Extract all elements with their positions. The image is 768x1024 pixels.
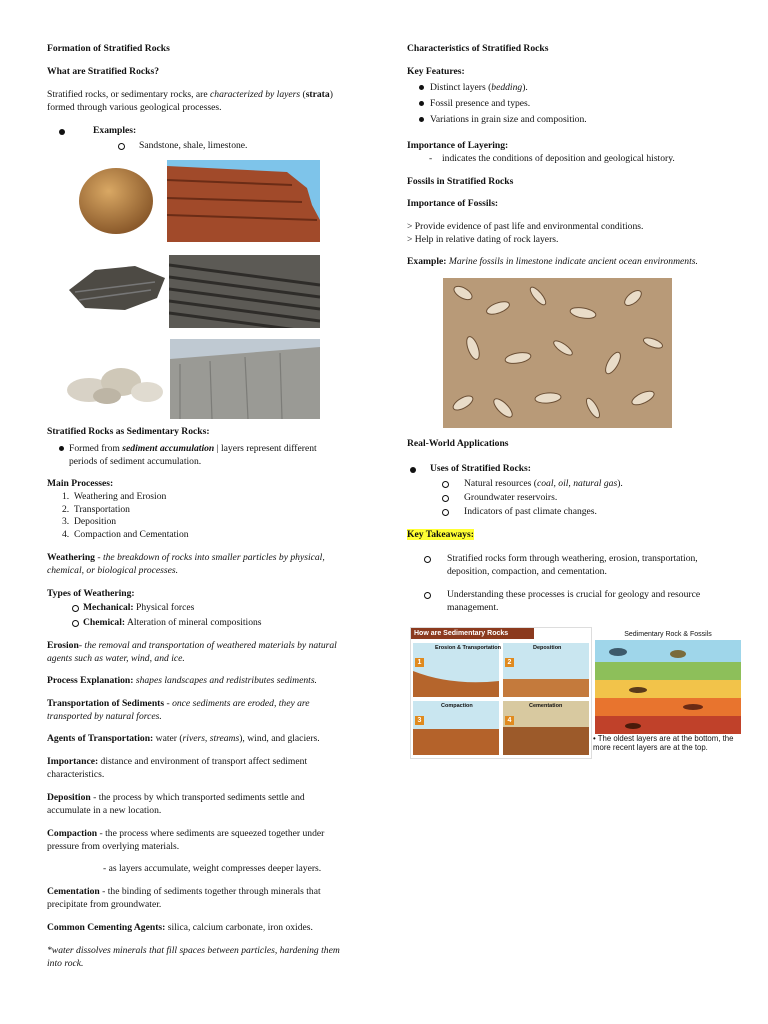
cementing-agents: Common Cementing Agents: silica, calcium carbonate, iron oxides. xyxy=(47,922,313,933)
examples-label: Examples: xyxy=(93,125,137,136)
process-list xyxy=(62,491,189,541)
takeaway-item: Understanding these processes is crucial for geology and resource management. xyxy=(447,589,701,613)
feature-item: Variations in grain size and composition. xyxy=(430,114,587,125)
bullet-icon xyxy=(59,446,64,451)
panel-label: Deposition xyxy=(533,645,562,651)
chemical-item: Chemical: Alteration of mineral compositions xyxy=(83,617,262,628)
panel-number: 4 xyxy=(505,716,514,725)
limestone-cliff-image xyxy=(170,339,320,419)
bullet-icon xyxy=(419,85,424,90)
characteristics-title: Characteristics of Stratified Rocks xyxy=(407,43,549,54)
key-features-heading: Key Features: xyxy=(407,66,465,77)
sed-para: Formed from sediment accumulation | layers represent different periods of sediment accumulation. xyxy=(69,443,317,467)
water-note: *water dissolves minerals that fill spaces between particles, hardening them into rock. xyxy=(47,945,340,969)
examples-list: Sandstone, shale, limestone. xyxy=(139,140,248,151)
agents-para: Agents of Transportation: water (rivers, streams), wind, and glaciers. xyxy=(47,733,320,744)
compaction-note: - as layers accumulate, weight compresses deeper layers. xyxy=(103,863,322,874)
panel-number: 3 xyxy=(415,716,424,725)
deposition-para: Deposition - the process by which transported sediments settle and accumulate in a new location. xyxy=(47,792,305,816)
process-explanation: Process Explanation: shapes landscapes and redistributes sediments. xyxy=(47,675,317,686)
layering-dash: - xyxy=(429,153,433,164)
circle-bullet-icon xyxy=(442,481,449,488)
panel-number: 2 xyxy=(505,658,514,667)
sed-heading: Stratified Rocks as Sedimentary Rocks: xyxy=(47,426,210,437)
compaction-para: Compaction - the process where sediments are squeezed together under pressure from overlying materials. xyxy=(47,828,325,852)
panel-label: Compaction xyxy=(441,703,473,709)
importance-para: Importance: distance and environment of transport affect sediment characteristics. xyxy=(47,756,308,780)
layering-text: indicates the conditions of deposition and geological history. xyxy=(442,153,675,164)
uses-heading: Uses of Stratified Rocks: xyxy=(430,463,531,474)
formation-diagram xyxy=(410,627,592,759)
takeaway-item: Stratified rocks form through weathering, erosion, transportation, deposition, compaction, and cementation. xyxy=(447,553,698,577)
fossil-caption: • The oldest layers are at the bottom, the more recent layers are at the top. xyxy=(593,734,734,752)
bullet-icon xyxy=(410,467,416,473)
erosion-para: Erosion- the removal and transportation of weathered materials by natural agents such as water, wind, and ice. xyxy=(47,640,337,664)
sandstone-cliff-image xyxy=(167,160,320,242)
panel-label: Cementation xyxy=(529,703,563,709)
circle-bullet-icon xyxy=(424,592,431,599)
shale-layers-image xyxy=(169,255,320,328)
sandstone-rock-image xyxy=(77,165,155,235)
circle-bullet-icon xyxy=(424,556,431,563)
real-world-heading: Real-World Applications xyxy=(407,438,509,449)
fossil-strata-diagram xyxy=(593,630,743,758)
circle-bullet-icon xyxy=(442,495,449,502)
transportation-para: Transportation of Sediments - once sediments are eroded, they are transported by natural forces. xyxy=(47,698,310,722)
limestone-rocks-image xyxy=(59,356,167,406)
feature-item: Fossil presence and types. xyxy=(430,98,531,109)
shale-rock-image xyxy=(65,260,167,315)
diagram-title: How are Sedimentary Rocks xyxy=(411,628,534,639)
bullet-icon xyxy=(419,101,424,106)
formation-panels xyxy=(411,641,591,757)
definition-para: Stratified rocks, or sedimentary rocks, are characterized by layers (strata) formed through various geological processes. xyxy=(47,89,333,113)
bullet-icon xyxy=(419,117,424,122)
fossil-diagram-title: Sedimentary Rock & Fossils xyxy=(624,631,712,638)
circle-bullet-icon xyxy=(72,605,79,612)
list-item: 4. Compaction and Cementation xyxy=(62,528,189,540)
list-item: 1. Weathering and Erosion xyxy=(62,491,167,502)
fossil-limestone-image xyxy=(443,278,672,428)
feature-item: Distinct layers (bedding). xyxy=(430,82,528,93)
fossils-heading: Fossils in Stratified Rocks xyxy=(407,176,514,187)
example-line: Example: Marine fossils in limestone indicate ancient ocean environments. xyxy=(407,256,698,267)
key-takeaways-heading: Key Takeaways: xyxy=(407,529,474,540)
strata-layers xyxy=(593,640,743,734)
weathering-para: Weathering - the breakdown of rocks into smaller particles by physical, chemical, or biological processes. xyxy=(47,552,325,576)
panel-label: Erosion & Transportation xyxy=(435,645,502,651)
main-processes-heading: Main Processes: xyxy=(47,478,114,489)
doc-title: Formation of Stratified Rocks xyxy=(47,43,170,54)
bullet-icon xyxy=(59,129,65,135)
circle-bullet-icon xyxy=(72,620,79,627)
cementation-para: Cementation - the binding of sediments together through minerals that precipitate from groundwater. xyxy=(47,886,321,910)
what-heading: What are Stratified Rocks? xyxy=(47,66,160,77)
list-item: 2. Transportation xyxy=(62,503,130,515)
circle-bullet-icon xyxy=(118,143,125,150)
panel-number: 1 xyxy=(415,658,424,667)
use-item: Groundwater reservoirs. xyxy=(464,492,558,503)
list-item: 3. Deposition xyxy=(62,516,117,527)
importance-fossils-heading: Importance of Fossils: xyxy=(407,198,499,209)
use-item: Natural resources (coal, oil, natural gas). xyxy=(464,478,623,489)
fossil-point: > Provide evidence of past life and environmental conditions. xyxy=(407,221,644,232)
types-heading: Types of Weathering: xyxy=(47,588,135,599)
circle-bullet-icon xyxy=(442,509,449,516)
mechanical-item: Mechanical: Physical forces xyxy=(83,602,195,613)
fossil-point: > Help in relative dating of rock layers. xyxy=(407,234,559,245)
use-item: Indicators of past climate changes. xyxy=(464,506,597,517)
importance-layering-heading: Importance of Layering: xyxy=(407,140,509,151)
